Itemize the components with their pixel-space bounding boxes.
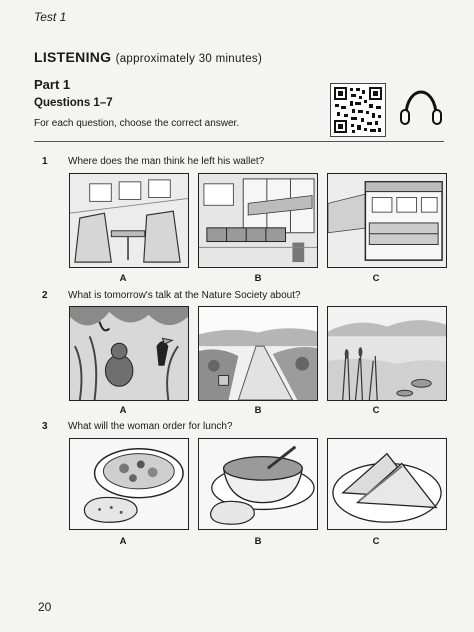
garden-path-icon	[199, 307, 317, 400]
soup-bowl-icon	[199, 439, 317, 529]
question-2-option-c[interactable]: C	[372, 405, 380, 416]
section-subtitle: (approximately 30 minutes)	[115, 53, 263, 65]
questions-range: Questions 1–7	[34, 97, 113, 109]
question-2-option-a[interactable]: A	[119, 405, 127, 416]
question-3-text: What will the woman order for lunch?	[68, 421, 233, 432]
salad-plate-icon	[70, 439, 188, 529]
question-1-number: 1	[42, 156, 48, 167]
page-number: 20	[38, 600, 52, 614]
question-1-option-a[interactable]: A	[119, 273, 127, 284]
lake-reeds-icon	[328, 307, 446, 400]
waiting-room-icon	[199, 174, 317, 267]
train-carriage-icon	[70, 174, 188, 267]
headphones-icon	[398, 86, 444, 132]
question-1-picture-waiting-room[interactable]	[198, 173, 318, 268]
qr-code-icon[interactable]	[330, 83, 386, 137]
section-divider	[34, 141, 444, 142]
question-3-picture-salad[interactable]	[69, 438, 189, 530]
question-1-picture-train[interactable]	[69, 173, 189, 268]
question-3-option-a[interactable]: A	[119, 536, 127, 547]
question-2-option-b[interactable]: B	[254, 405, 262, 416]
question-1-text: Where does the man think he left his wallet?	[68, 156, 265, 167]
question-3-option-c[interactable]: C	[372, 536, 380, 547]
jungle-animals-icon	[70, 307, 188, 400]
question-1-option-c[interactable]: C	[372, 273, 380, 284]
question-2-picture-garden[interactable]	[198, 306, 318, 401]
question-2-picture-jungle[interactable]	[69, 306, 189, 401]
instruction-text: For each question, choose the correct answer.	[34, 118, 240, 129]
sandwich-plate-icon	[328, 439, 446, 529]
question-2-text: What is tomorrow's talk at the Nature Society about?	[68, 290, 301, 301]
part-title: Part 1	[34, 77, 71, 92]
question-3-option-b[interactable]: B	[254, 536, 262, 547]
question-3-picture-soup[interactable]	[198, 438, 318, 530]
question-3-number: 3	[42, 421, 48, 432]
test-label: Test 1	[34, 10, 67, 24]
question-1-picture-cafe[interactable]	[327, 173, 447, 268]
question-2-number: 2	[42, 290, 48, 301]
section-title	[34, 49, 262, 65]
section-title-main: LISTENING	[34, 49, 112, 65]
station-cafe-icon	[328, 174, 446, 267]
question-2-picture-lake[interactable]	[327, 306, 447, 401]
question-1-option-b[interactable]: B	[254, 273, 262, 284]
question-3-picture-sandwich[interactable]	[327, 438, 447, 530]
